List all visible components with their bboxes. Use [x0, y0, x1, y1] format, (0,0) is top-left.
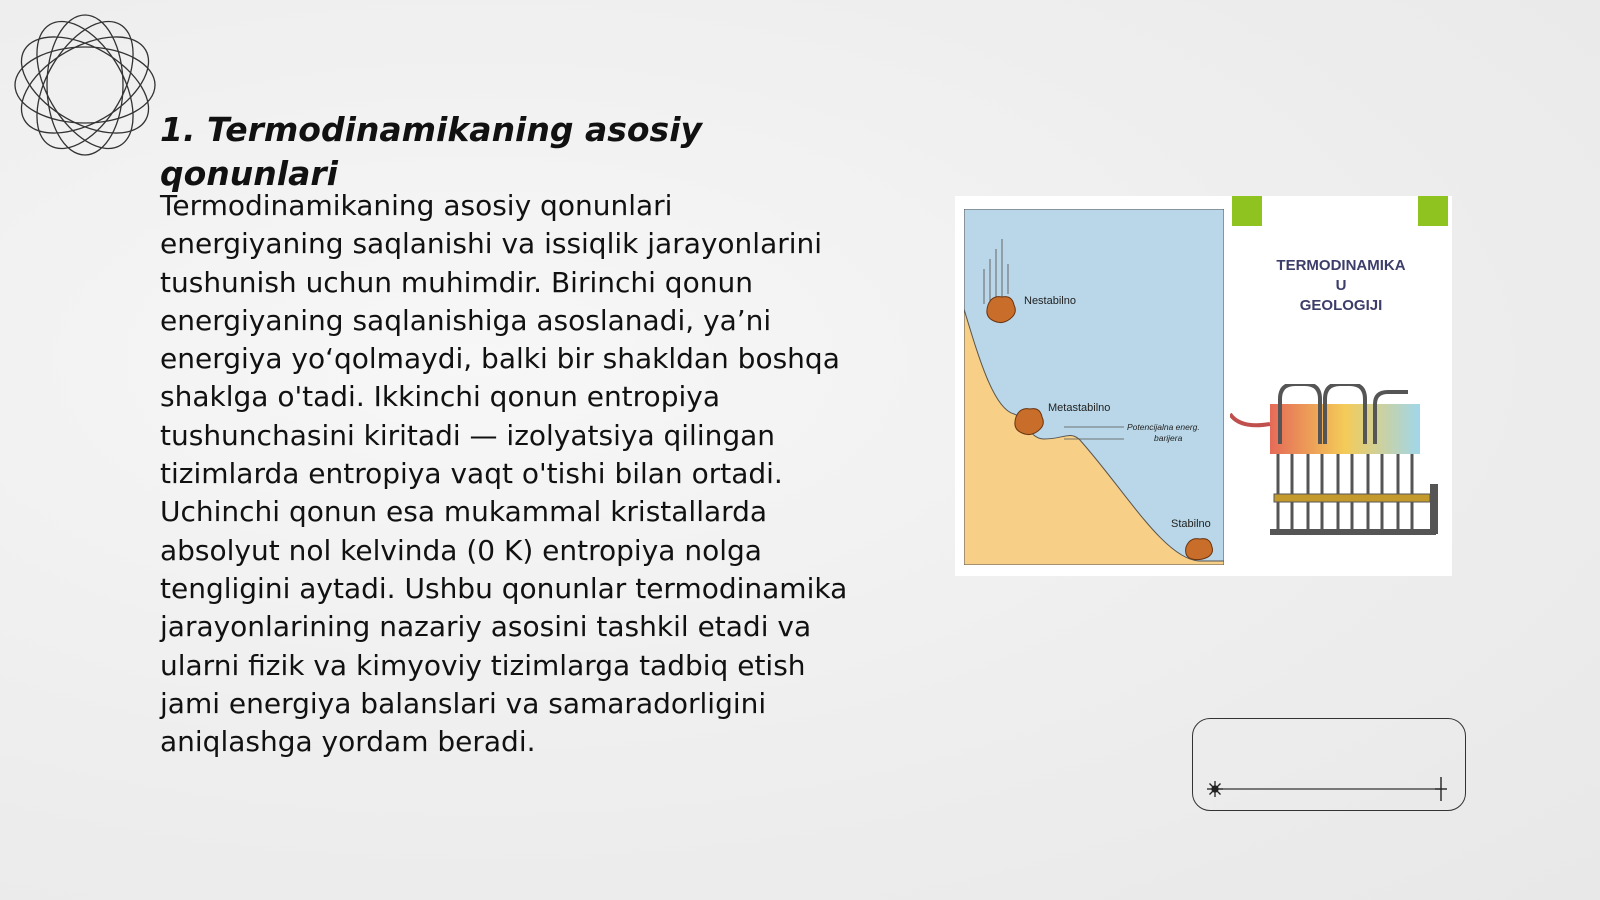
cover-title-line1: TERMODINAMIKA	[1276, 257, 1406, 274]
slide-body-text: Termodinamikaning asosiy qonunlari energiyaning saqlanishi va issiqlik jarayonlarini tushunish uchun muhimdir. Birinchi qonun energiyaning saqlanishiga asoslanadi, ya’ni energiya yo‘qolmaydi, balki bir shakldan boshqa shaklga o'tadi. Ikkinchi qonun entropiya tushunchasini kiritadi — izolyatsiya qilingan tizimlarda entropiya vaqt o'tishi bilan ortadi. Uchinchi qonun esa mukammal kristallarda absolyut nol kelvinda (0 K) entropiya nolga tengligini aytadi. Ushbu qonunlar termodinamika jarayonlarining nazariy asosini tashkil etadi va ularni fizik va kimyoviy tizimlarga tadbiq etish jami energiya balanslari va samaradorligini aniqlashga yordam beradi.	[160, 189, 848, 759]
label-barrier-line2: barijera	[1154, 433, 1183, 443]
cover-title-line3: GEOLOGIJI	[1299, 297, 1383, 314]
book-cover	[1230, 196, 1452, 574]
cover-title	[1230, 256, 1452, 316]
orbit-rings-icon	[10, 10, 160, 160]
progress-slider-box	[1192, 718, 1466, 811]
cover-title-line2: U	[1335, 277, 1347, 294]
sparkle-icon	[1435, 777, 1447, 801]
slide-title: 1. Termodinamikaning asosiy qonunlari	[160, 110, 703, 193]
accent-square-right	[1418, 196, 1448, 226]
sun-icon	[1207, 781, 1223, 797]
potential-energy-diagram	[964, 209, 1224, 565]
rock-stable	[1186, 539, 1213, 560]
label-stable: Stabilno	[1171, 518, 1211, 530]
rock-unstable	[987, 297, 1015, 323]
rock-metastable	[1015, 409, 1043, 435]
label-metastable: Metastabilno	[1048, 402, 1111, 414]
figure-thermodynamics-geology	[955, 196, 1452, 576]
label-barrier-line1: Potencijalna energ.	[1127, 422, 1200, 432]
accent-square-left	[1232, 196, 1262, 226]
label-unstable: Nestabilno	[1024, 295, 1076, 307]
apparatus-illustration	[1230, 384, 1452, 544]
